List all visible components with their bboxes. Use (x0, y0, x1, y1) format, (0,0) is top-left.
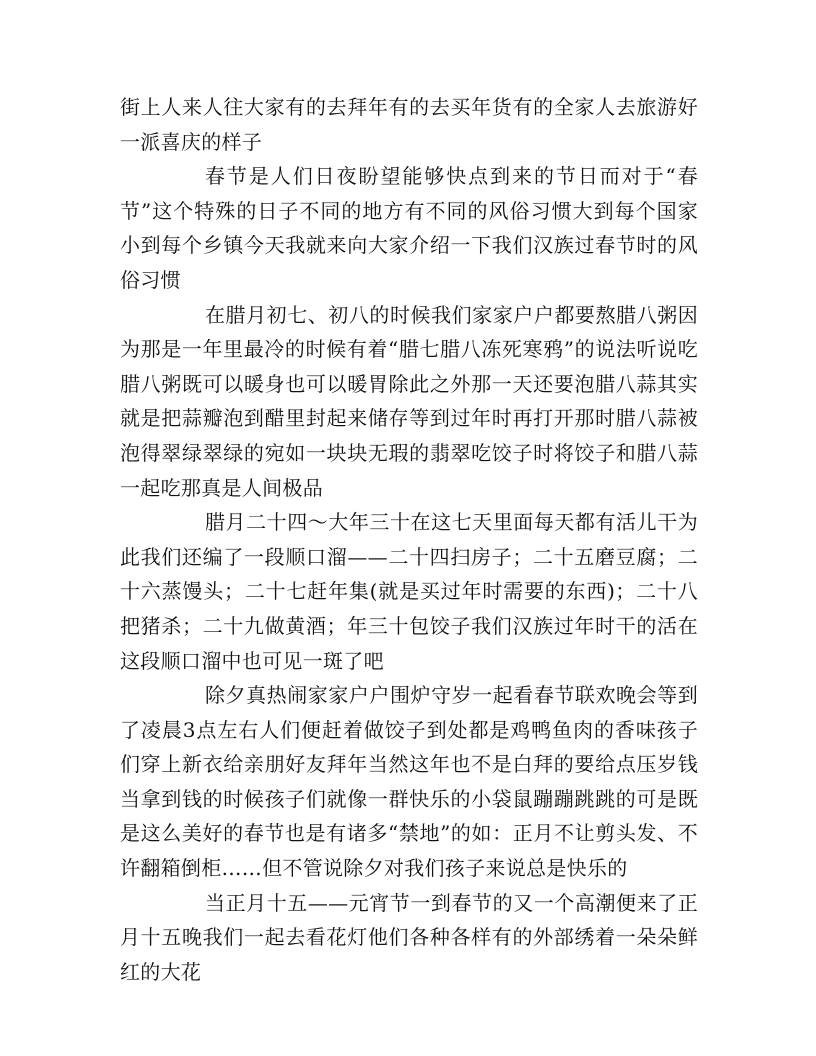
paragraph-4: 腊月二十四～大年三十在这七天里面每天都有活儿干为此我们还编了一段顺口溜——二十四扫房子；二十五磨豆腐；二十六蒸馒头；二十七赶年集(就是买过年时需要的东西)；二十八把猪杀；二十九做黄酒；年三十包饺子我们汉族过年时干的活在这段顺口溜中也可见一斑了吧 (120, 510, 698, 673)
paragraph-3: 在腊月初七、初八的时候我们家家户户都要熬腊八粥因为那是一年里最冷的时候有着“腊七腊八冻死寒鸦”的说法听说吃腊八粥既可以暖身也可以暖胃除此之外那一天还要泡腊八蒜其实就是把蒜瓣泡到醋里封起来储存等到过年时再打开那时腊八蒜被泡得翠绿翠绿的宛如一块块无瑕的翡翠吃饺子时将饺子和腊八蒜一起吃那真是人间极品 (120, 302, 698, 500)
document-body (120, 90, 698, 989)
paragraph-5: 除夕真热闹家家户户围炉守岁一起看春节联欢晚会等到了凌晨3点左右人们便赶着做饺子到处都是鸡鸭鱼肉的香味孩子们穿上新衣给亲朋好友拜年当然这年也不是白拜的要给点压岁钱当拿到钱的时候孩子们就像一群快乐的小袋鼠蹦蹦跳跳的可是既是这么美好的春节也是有诸多“禁地”的如：正月不让剪头发、不许翻箱倒柜……但不管说除夕对我们孩子来说总是快乐的 (120, 683, 698, 881)
paragraph-6: 当正月十五——元宵节一到春节的又一个高潮便来了正月十五晚我们一起去看花灯他们各种各样有的外部绣着一朵朵鲜红的大花 (120, 890, 698, 984)
paragraph-2: 春节是人们日夜盼望能够快点到来的节日而对于“春节”这个特殊的日子不同的地方有不同的风俗习惯大到每个国家小到每个乡镇今天我就来向大家介绍一下我们汉族过春节时的风俗习惯 (120, 164, 698, 292)
paragraph-1: 街上人来人往大家有的去拜年有的去买年货有的全家人去旅游好一派喜庆的样子 (120, 95, 698, 154)
